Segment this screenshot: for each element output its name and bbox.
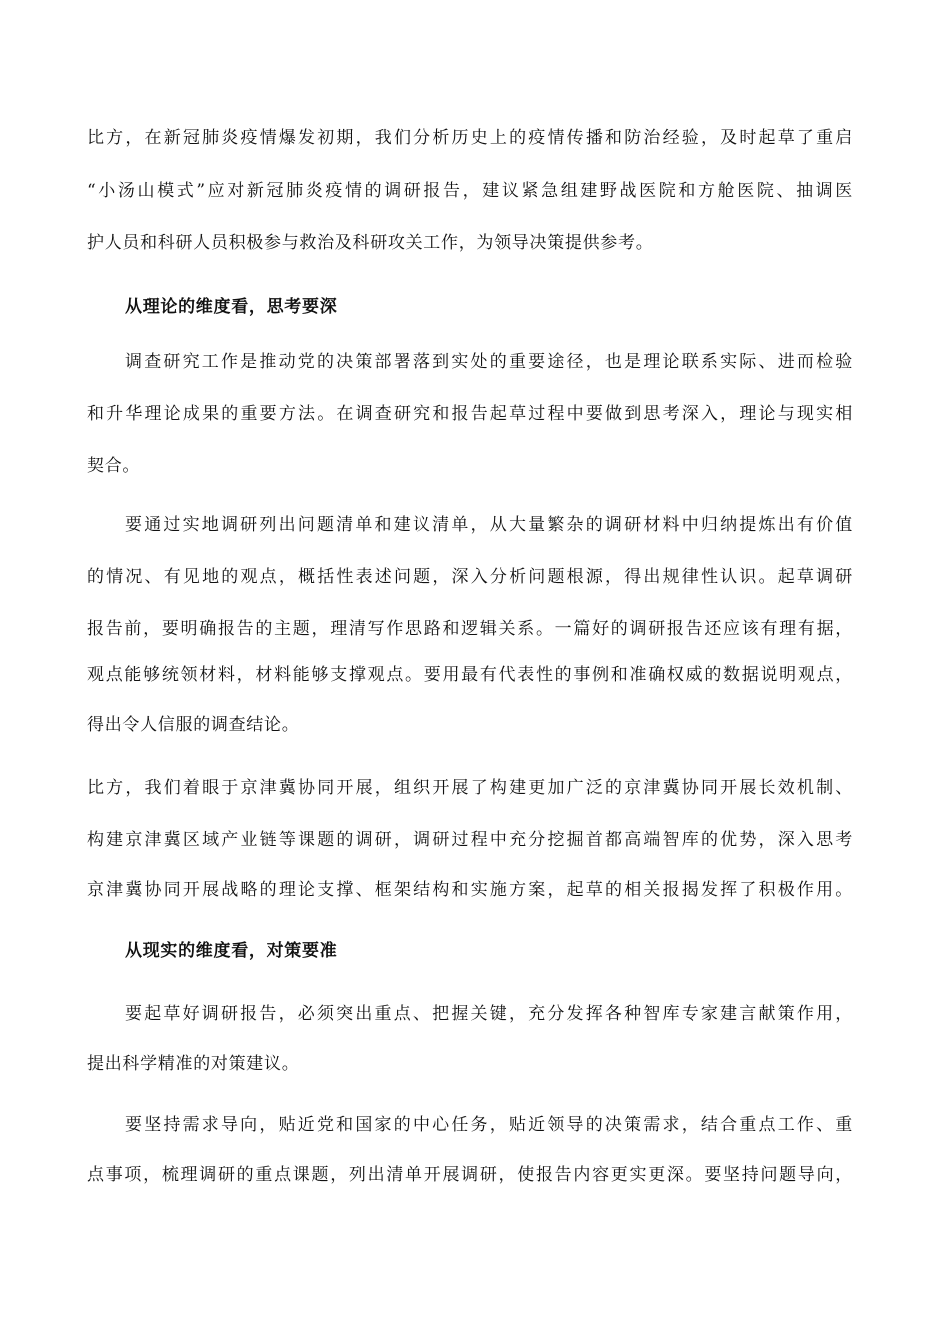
text-line: 要起草好调研报告，必须突出重点、把握关键，充分发挥各种智库专家建言献策作用， — [125, 1004, 853, 1024]
text-line: 比方，我们着眼于京津冀协同开展，组织开展了构建更加广泛的京津冀协同开展长效机制、 — [87, 778, 853, 798]
text-line: 调查研究工作是推动党的决策部署落到实处的重要途径，也是理论联系实际、进而检验 — [125, 352, 853, 372]
text-line: 要坚持需求导向，贴近党和国家的中心任务，贴近领导的决策需求，结合重点工作、重 — [125, 1115, 853, 1135]
text-line: 观点能够统领材料，材料能够支撑观点。要用最有代表性的事例和准确权威的数据说明观点， — [87, 665, 853, 685]
text-line: “小汤山模式”应对新冠肺炎疫情的调研报告，建议紧急组建野战医院和方舱医院、抽调医 — [87, 181, 853, 201]
text-line: 要通过实地调研列出问题清单和建议清单，从大量繁杂的调研材料中归纳提炼出有价值 — [125, 515, 853, 535]
section-heading: 从理论的维度看，思考要深 — [125, 297, 338, 317]
section-heading: 从现实的维度看，对策要准 — [125, 941, 338, 961]
text-line: 契合。 — [87, 456, 141, 476]
text-line: 的情况、有见地的观点，概括性表述问题，深入分析问题根源，得出规律性认识。起草调研 — [87, 567, 853, 587]
text-line: 护人员和科研人员积极参与救治及科研攻关工作，为领导决策提供参考。 — [87, 233, 654, 253]
text-line: 比方，在新冠肺炎疫情爆发初期，我们分析历史上的疫情传播和防治经验，及时起草了重启 — [87, 128, 853, 148]
text-line: 报告前，要明确报告的主题，理清写作思路和逻辑关系。一篇好的调研报告还应该有理有据， — [87, 619, 853, 639]
text-line: 提出科学精准的对策建议。 — [87, 1054, 300, 1074]
text-line: 得出令人信服的调查结论。 — [87, 715, 300, 735]
text-line: 京津冀协同开展战略的理论支撑、框架结构和实施方案，起草的相关报揭发挥了积极作用。 — [87, 880, 853, 900]
text-line: 和升华理论成果的重要方法。在调查研究和报告起草过程中要做到思考深入，理论与现实相 — [87, 404, 853, 424]
text-line: 构建京津冀区域产业链等课题的调研，调研过程中充分挖掘首都高端智库的优势，深入思考 — [87, 830, 853, 850]
text-line: 点事项，梳理调研的重点课题，列出清单开展调研，使报告内容更实更深。要坚持问题导向， — [87, 1165, 853, 1185]
